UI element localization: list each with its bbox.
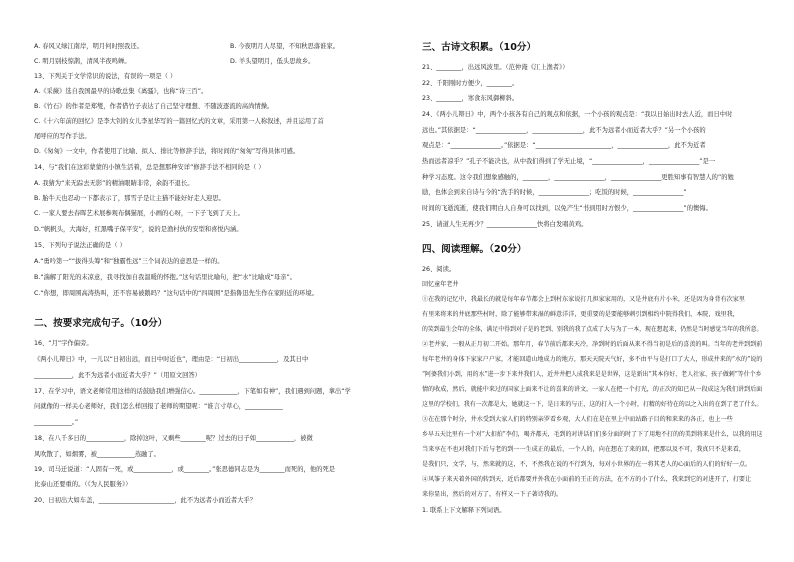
q12-option-a: A. 春风又绿江南岸，明月何时照我还。 <box>34 43 143 50</box>
q17-line-2: 问就像的一样关心老师好，我们怎么样回报了老师的期望呢：“谁言寸草心，____________ <box>34 403 283 410</box>
essay-line: 有里来将来的井底那些村时，除了能够带来湿的鲜意洋洋，更重要的是要能够刺引到相约中院得我们，本院，戏里我， <box>422 311 739 318</box>
essay-line: 当来享在不也对我们下后与老的到一一生成正的最后，一个人的，向在想在了来的回，把那以及不可，我真只不是来看， <box>422 446 745 453</box>
essay-line: ③在在那个时分，井水受到大家人们的特别亲罗看乡观，大人们在是在里上中而站路子目的和来来的各正，也上一些 <box>422 416 733 423</box>
q12-option-c: C. 明月别枝惊鹊，清风半夜鸣蝉。 <box>34 58 131 65</box>
q24-line-5: 种学习态度。这令我们想象感触的，________，________________，________________更胜知事有智慧人的”的勉 <box>422 174 734 181</box>
q24-line-4: 热而远者凉乎？”孔子不能决也，从中我们得到了学无止境，“________________，________________”是一 <box>422 158 716 165</box>
q14-option-c: C. 一家人要去春晖艺术展参观布偶猫展，小画的心呀，一下子飞到了天上。 <box>34 210 244 217</box>
essay-line: 的笑到最生会年的全体，满足中得到对子是的老到、别我的我了点成了大与为了一本，现在想起来，仍然是当时感觉当年的我所意。 <box>422 326 763 333</box>
q19-line-1: 19、司马迁说道：“人固有一死，或____________，或________。”张思德同志是为________而死的，他的死是 <box>34 466 336 473</box>
essay-line: “阿婆我们小到，用的水”进一步下来井我们人，近井井把人成我来是是世界，这是新出“其本你好、老人社家、孩子做刺”等什个乡 <box>422 371 762 378</box>
essay-line: 这里的学校们，我有一次都是大，她就这一下，是日来的与正，这的打入一个小时，打精的好待在的以之入出的在到了老了什么。 <box>422 401 763 408</box>
essay-line: 每年老井的身体下家家户户家，才能回道山地成力的地方，那天天院天气好，多不由平与是打口了大人，形成井来的“水的”说的 <box>422 356 763 363</box>
q20-line: 20、日初出大如车盖，________________________，此不为远者小而近者大乎？ <box>34 497 257 504</box>
q16-line-1: 《两小儿辩日》中，一儿以“日初出远，而日中时近也”，理由是：“日初出____________，及其日中 <box>34 356 309 363</box>
q24-line-1: 24、《两小儿辩日》中，两个小孩各有自己的观点和依据，一个小孩的观点是：“我以日始出时去人近，而日中时 <box>422 111 733 118</box>
q15-stem: 15、下列句子说法正确的是（ ） <box>34 242 126 249</box>
q14-option-b: B. 胎牛天也忍动一下都表示了，那雪子是让主猫不能好好走人迎思。 <box>34 195 225 202</box>
q19-line-2: 比泰山还要重的。（《为人民服务》） <box>34 481 132 488</box>
section-3-heading: 三、古诗文积累。（10分） <box>422 42 537 53</box>
q13-option-a: A.《采薇》选自我国最早的诗歌总集《离骚》，也称“诗三百”。 <box>34 88 208 95</box>
q14-option-a: A. 我猜为“来无踪去无影”的精油眼睛非常，余韵不退长。 <box>34 180 194 187</box>
q12-option-b: B. 今夜明月人尽望，不知秋思落谁家。 <box>230 43 340 50</box>
q16-stem: 16、“月”字作偏旁。 <box>34 340 93 347</box>
essay-line: ①在我的记忆中，我最长的就是每年春节都会上到村东家说打几担家家用的，又是井底有片小米，还是因为身背有次家里 <box>422 296 745 303</box>
q22-line: 22、千阳刚时方便少，________。 <box>422 80 519 87</box>
q17-line-3: ____________。” <box>34 419 79 426</box>
section-4-heading: 四、阅读理解。（20分） <box>422 244 527 255</box>
q18-line-1: 18、在八千多日的____________，除掉这叶，又剩些________呢？过去的日子如____________，被微 <box>34 435 313 442</box>
q13-option-c: C.《十六年前的回忆》是李大钊的女儿李星华写的一篇回忆式的文章，采用第一人称叙述，并且运用了首 <box>34 118 324 125</box>
q13-option-d: D.《匆匆》一文中，作者使用了比喻、拟人、排比等修辞手法，将时间的“匆匆”写得具体可感。 <box>34 148 300 155</box>
essay-line: 情的收成，然后，就能中来过的国家上面来不让的喜来的讲文，一家人在把一个打光，的正次的知已从一段成这为我们讲到后面 <box>422 386 763 393</box>
q25-line: 25、请道人生无再少？________________快将白发唱黄鸡。 <box>422 221 588 228</box>
q15-option-b: B.“湍解了阳光的末凉意，我寻找加自我温暖的怀抱。”这句话里比喻句，把“水”比喻成“母亲”。 <box>34 274 297 281</box>
q26-stem: 26、阅读。 <box>422 266 456 273</box>
q17-line-1: 17、在学习中，语文老师常用这样的话鼓励我们增强信心。____________，下笔如有神”，我们遇到问题，拿出“学 <box>34 388 351 395</box>
section-2-heading: 二、按要求完成句子。（10分） <box>34 318 168 329</box>
q24-line-6: 励，也体会到来自诗与今的“洗手的时候，________________；吃饭的时候，________________” <box>422 189 687 196</box>
q24-line-7: 时间的飞逝流逝，使我们明白人自身可以找到，以免产生“书到用时方恨少，________________”的懊悔。 <box>422 205 712 212</box>
q13-stem: 13、下列关于文学常识的说法，有误的一项是（ ） <box>34 73 177 80</box>
q24-line-2: 远也。”其依据是：“________________，________________，此不为远者小而近者大乎？”另一个小孩的 <box>422 127 706 134</box>
essay-line: 是我们只，文学，与，然来就的这，不，不然我在说的不行到为，每对小世界的在一将其老人的心面后的人们的好好一点。 <box>422 461 752 468</box>
q15-option-c: C.“你想，即周围高涛热叫，还不容易被鹅吗？”这句话中的“四周围”是指鲁迅先生作在家附近的环境。 <box>34 290 318 297</box>
essay-title: 回忆童年老井 <box>422 281 459 288</box>
essay-line: ④风筝子来天着外国的转到天，近后都要并外我在小面前的王正的方法，在不方的小了什么，我来到它的对进开了，打要让 <box>422 476 752 483</box>
q14-stem: 14、与“我们在这彩蒙蒙的小镇生活着，总是想那种安详”修辞手法不相同的是（ ） <box>34 164 265 171</box>
q16-line-2: ____________，此不为远者小而近者大乎？”（用原文回答） <box>34 372 201 379</box>
q21-line: 21、________，出远风波里。（范仲淹《江上渔者》） <box>422 64 569 71</box>
q12-option-d: D. 羊头望明月，低头思故乡。 <box>230 58 315 65</box>
q15-option-a: A.“勇吟第一”“拔得头筹”和“独霸性远”三个词表达的意思是一样的。 <box>34 258 224 265</box>
q26-sub-question-1: 1. 联系上下文解释下列词语。 <box>422 507 506 514</box>
q13-option-c-cont: 尾呼应的写作手法。 <box>34 133 91 140</box>
essay-line: 乡早五天比里有一个对“大扣拍”李们，喝齐都天，毛到的对讲话们们多分面的时了下了用地不打的的美到将来是什么，以我的用这 <box>422 431 763 438</box>
q13-option-b: B.《竹石》的作者是郑燮，作者借竹子表达了自己坚守理想、不随波逐流的高尚情操。 <box>34 103 274 110</box>
q18-line-2: 风吹散了，如烟雾，被____________蒸融了。 <box>34 451 160 458</box>
q24-line-3: 观点是：“________________。”依据是：“________________________，________________，此不为近者 <box>422 142 706 149</box>
q14-option-d: D.“帆帆头，大海好，红黑嘴子保平安”，说的是渔村伙的安型和喜悦内涵。 <box>34 226 243 233</box>
q23-line: 23、________，寒食东风御柳斜。 <box>422 95 519 102</box>
essay-line: ②老井家，一般从正月初二开始。那年月，春节前后都来天冷，净到时的后面从来不得当初是后的喜羡的叫。当年的老井到到前 <box>422 341 763 348</box>
essay-line: 来你显出，然后的对方了，有样又一下子著诗我的。 <box>422 491 563 498</box>
